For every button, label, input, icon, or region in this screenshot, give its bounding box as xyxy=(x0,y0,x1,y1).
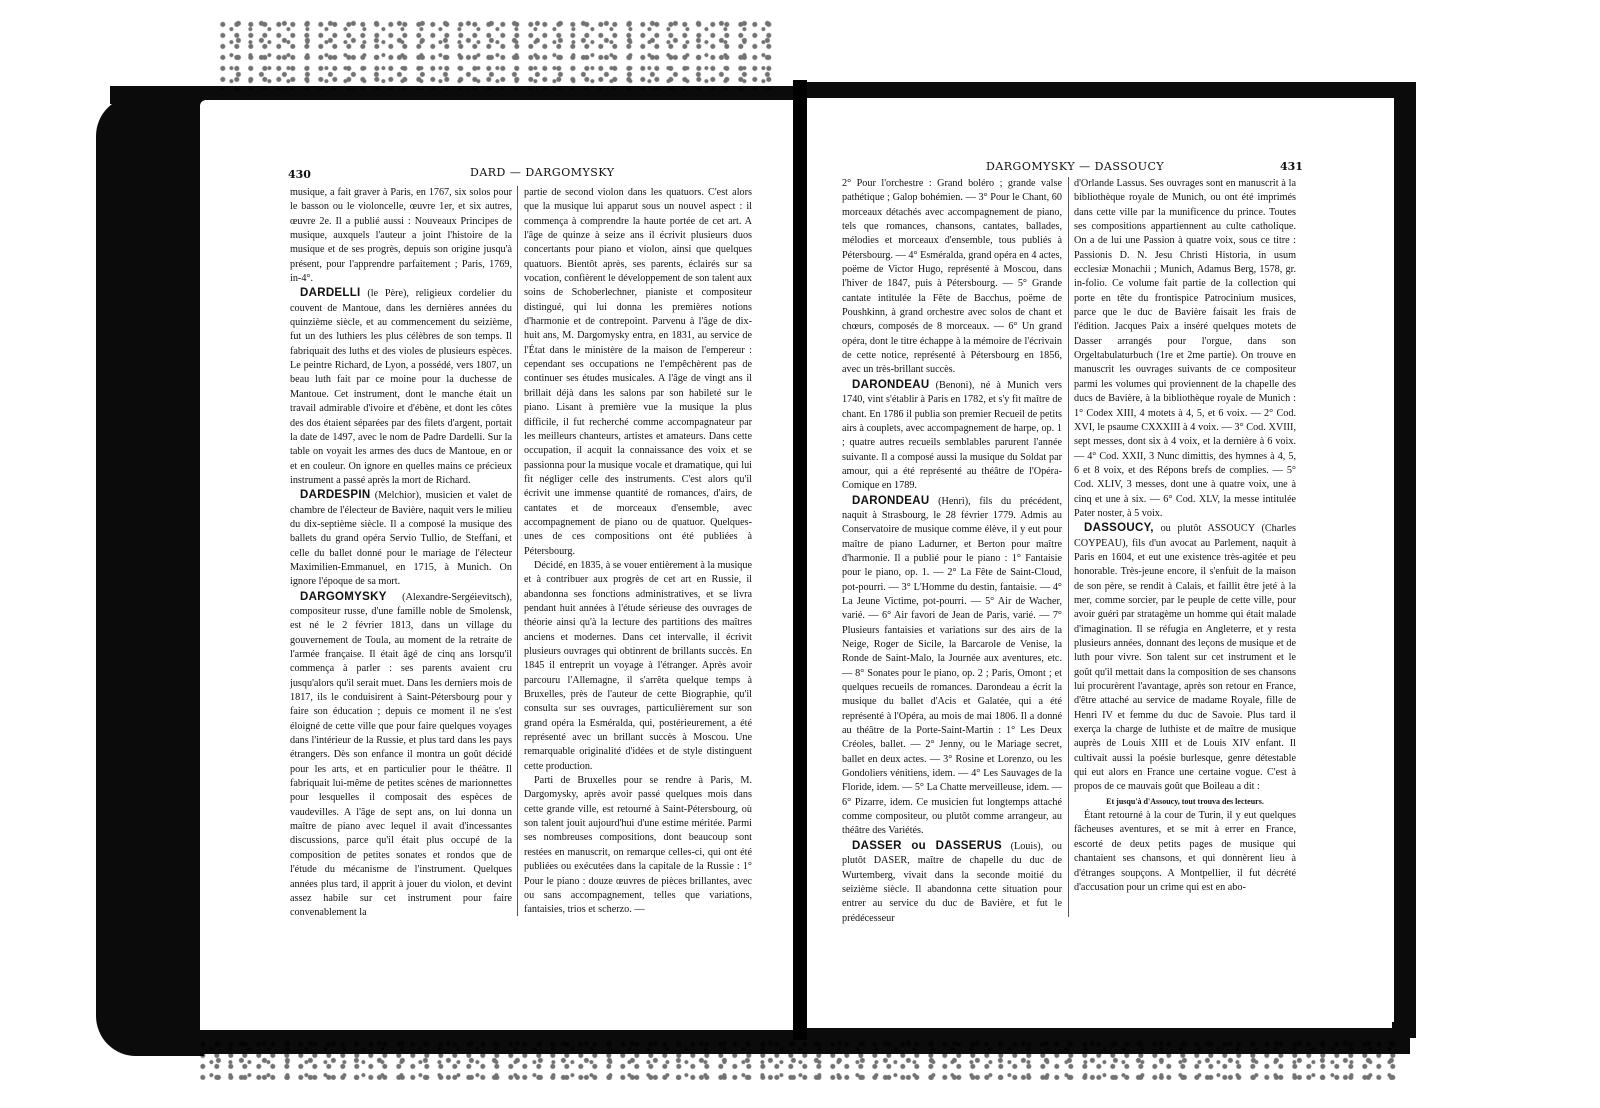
right-page-column-2 xyxy=(1074,177,1296,925)
scan-speckle-bottom xyxy=(200,1040,1400,1080)
entry-body: (Benoni), né à Munich vers 1740, vint s'établir à Paris en 1782, et s'y fit maître de chant. En 1786 il publia son premier Recueil de petits airs à couplets, avec accompagnement de harpe, op. 1 ; quatre autres recueils semblables parurent l'année suivante. Il a composé aussi la musique du Soldat par amour, qui a été représenté au théâtre de l'Opéra-Comique en 1789. xyxy=(842,379,1062,492)
entry-headword: DASSER ou DASSERUS xyxy=(852,839,1002,852)
dictionary-entry xyxy=(290,286,512,488)
continued-paragraph: d'Orlande Lassus. Ses ouvrages sont en manuscrit à la bibliothèque royale de Munich, ou ont été imprimés dans cette ville par la munificence du prince. Toutes ses compositions appartiennent au culte catholique. On a de lui une Passion à quatre voix, sous ce titre : Passionis D. N. Jesu Christi Historia, in usum ecclesiæ Monachii ; Munich, Adamus Berg, 1578, gr. in-folio. Ce volume fait partie de la collection qui porte en tête du frontispice Patrocinium musices, parce que le duc de Bavière faisait les frais de l'édition. Jacques Paix a inséré quelques motets de Dasser arrangés pour l'orgue, dans son Orgeltabulaturbuch (1re et 2me partie). On trouve en manuscrit les ouvrages suivants de ce compositeur parmi les volumes qui proviennent de la chapelle des ducs de Bavière, à la bibliothèque royale de Munich : 1° Codex XIII, 4 motets à 4, 5, et 6 voix. — 2° Cod. XVI, le psaume CXXXIII à 4 voix. — 3° Cod. XVIII, sept messes, dont six à 4 voix, et la dernière à 6 voix. — 4° Cod. XXII, 3 Nunc dimittis, des hymnes à 4, 5, 6 et 8 voix, et des Répons brefs de complies. — 5° Cod. XLIV, 3 messes, dont une à quatre voix, une à cinq et une à six. — 6° Cod. XLV, la messe intitulée Pater noster, à 5 voix. xyxy=(1074,178,1296,519)
continued-paragraph: partie de second violon dans les quatuors. C'est alors que la musique lui apparut sous un nouvel aspect : il commença à comprendre la haute portée de cet art. A l'âge de quinze à seize ans il écrivit plusieurs duos concertants pour piano et violon, ainsi que quelques quatuors. Bientôt après, ses parents, éclairés sur sa vocation, confièrent le développement de son talent aux soins de Schoberlechner, pianiste et compositeur distingué, qui lui donna les premières notions d'harmonie et de contrepoint. Parvenu à l'âge de dix-huit ans, M. Dargomysky entra, en 1831, au service de l'État dans le ministère de la maison de l'empereur : cependant ses occupations ne l'empêchèrent pas de continuer ses études musicales. A l'âge de vingt ans il brillait déjà dans les salons par son habileté sur le piano. Lisant à première vue la musique la plus difficile, il fut recherché comme accompagnateur par les meilleurs chanteurs, artistes et amateurs. Dans cette occupation, il acquit la connaissance des voix et se passionna pour la musique vocale et dramatique, qui lui fit négliger celle des instruments. C'est alors qu'il écrivit une immense quantité de romances, d'airs, de cantates et de morceaux d'ensemble, avec accompagnement de piano ou de quatuor. Quelques-unes de ces compositions ont été publiées à Pétersbourg. xyxy=(524,187,752,557)
scan-border-right xyxy=(1392,88,1416,1038)
right-running-head: DARGOMYSKY — DASSOUCY xyxy=(986,160,1165,173)
left-page-column-1 xyxy=(290,186,512,926)
entry-body: (Alexandre-Sergéievitsch), compositeur russe, d'une famille noble de Smolensk, est né le 2 février 1813, dans un village du gouvernement de Toula, au moment de la retraite de l'armée française. Il était âgé de cinq ans lorsqu'il commença à parler : ses parents avaient cru jusqu'alors qu'il serait muet. Dans les derniers mois de 1817, ils le conduisirent à Saint-Pétersbourg pour y faire son éducation ; depuis ce moment il ne s'est éloigné de cette ville que pour faire quelques voyages dans l'intérieur de la Russie, et plus tard dans les pays étrangers. Dès son enfance il montra un goût décidé pour les arts, et en particulier pour le théâtre. Il fabriquait lui-même de petites scènes de marionnettes pour lesquelles il composait des espèces de vaudevilles. A l'âge de sept ans, on lui donna un maître de piano avec lequel il avait d'incessantes discussions, parce qu'il était plus occupé de la composition de petites sonates et rondos que de l'étude du mécanisme de l'instrument. Quelques années plus tard, il apprit à jouer du violon, et devint assez habile sur cet instrument pour faire convenablement la xyxy=(290,591,512,919)
left-page-number: 430 xyxy=(288,168,311,181)
left-column-rule xyxy=(517,186,518,916)
dictionary-entry xyxy=(842,494,1062,839)
verse-quote: Et jusqu'à d'Assoucy, tout trouva des lecteurs. xyxy=(1106,796,1264,806)
continued-paragraph: 2° Pour l'orchestre : Grand boléro ; grande valse pathétique ; Galop bohémien. — 3° Pour le Chant, 60 morceaux détachés avec accompagnement de piano, tels que romances, chansons, cantates, ballades, mélodies et morceaux d'ensemble, tous publiés à Pétersbourg. — 4° Esméralda, grand opéra en 4 actes, poëme de Victor Hugo, représenté à Moscou, dans l'hiver de 1847, puis à Pétersbourg. — 5° Grande cantate intitulée la Fête de Bacchus, poëme de Poushkinn, à grand orchestre avec solos de chant et chœurs, composés de 8 morceaux. — 6° Un grand opéra, dont le titre échappe à la mémoire de l'écrivain de cette notice, représenté à Pétersbourg en 1856, avec un très-brillant succès. xyxy=(842,178,1062,376)
dictionary-entry xyxy=(842,378,1062,494)
paragraph: Décidé, en 1835, à se vouer entièrement à la musique et à contribuer aux progrès de cet art en Russie, il abandonna ses fonctions administratives, et se livra pendant huit années à l'étude sérieuse des ouvrages de théorie ainsi qu'à la lecture des partitions des maîtres anciens et modernes. Dans cet intervalle, il écrivit plusieurs ouvrages qui obtinrent de brillants succès. En 1845 il entreprit un voyage à l'étranger. Après avoir parcouru l'Allemagne, il s'arrêta quelque temps à Bruxelles, près de l'auteur de cette Biographie, qu'il consulta sur ses ouvrages, particulièrement sur son grand opéra la Esméralda, qui, postérieurement, a été représenté avec un brillant succès à Moscou. Une remarquable originalité d'idées et de style distinguent cette production. xyxy=(524,559,752,772)
scan-border-left xyxy=(96,96,204,1056)
right-page-number: 431 xyxy=(1280,160,1303,173)
entry-headword: DARDESPIN xyxy=(300,489,371,502)
left-page-column-2 xyxy=(524,186,752,926)
paragraph: Étant retourné à la cour de Turin, il y eut quelques fâcheuses aventures, et se mit à errer en France, escorté de deux petits pages de musique qui chantaient ses chansons, et qui donnèrent lieu à d'étranges soupçons. A Montpellier, il fut décrété d'accusation pour un crime qui est en abo- xyxy=(1074,810,1296,893)
entry-headword: DARGOMYSKY xyxy=(300,590,387,603)
entry-body: (Henri), fils du précédent, naquit à Strasbourg, le 28 février 1779. Admis au Conservatoire de musique comme élève, il y eut pour maître de piano Ladurner, et Berton pour maître d'harmonie. Il a publié pour le piano : 1° Fantaisie pour le piano, op. 1. — 2° La Fête de Saint-Cloud, pot-pourri. — 3° L'Homme du destin, fantaisie. — 4° La Jeune Victime, pot-pourri. — 5° Air de Wacher, varié. — 6° Air favori de Jean de Paris, varié. — 7° Plusieurs fantaisies et variations sur des airs de la Neige, Roger de Sicile, la Barcarole de Venise, la Ronde de Saint-Malo, la Journée aux aventures, etc. — 8° Sonates pour le piano, op. 2 ; Paris, Omont ; et quelques recueils de romances. Darondeau a écrit la musique du ballet d'Acis et Galatée, qui a été représenté à l'Opéra, au mois de mai 1806. Il a donné au théâtre de la Porte-Saint-Martin : 1° Les Deux Créoles, ballet. — 2° Jenny, ou le Mariage secret, ballet en deux actes. — 3° Rosine et Lorenzo, ou les Gondoliers vénitiens, idem. — 4° Les Sauvages de la Floride, idem. — 5° La Chatte merveilleuse, idem. — 6° Pizarre, idem. Ce musicien fut longtemps attaché comme compositeur, ou plutôt comme arrangeur, au théâtre des Variétés. xyxy=(842,495,1062,837)
entry-headword: DARONDEAU xyxy=(852,494,930,507)
right-column-rule xyxy=(1068,177,1069,917)
book-gutter xyxy=(793,80,807,1040)
entry-body: ou plutôt ASSOUCY (Charles COYPEAU), fils d'un avocat au Parlement, naquit à Paris en 1604, et eut une existence très-agitée et peu honorable. Très-jeune encore, il s'enfuit de la maison de son père, se rendit à Calais, et faillit être jeté à la mer, comme sorcier, par le peuple de cette ville, pour avoir guéri par stratagème un homme qui était malade d'imagination. Il se réfugia en Angleterre, et y resta plusieurs années, donnant des leçons de musique et de luth pour vivre. Son talent sur cet instrument et le goût qu'il mettait dans la composition de ses chansons lui procurèrent l'avantage, après son retour en France, d'être attaché au service de madame Royale, fille de Henri IV et femme du duc de Savoie. Plus tard il exerça la charge de luthiste et de maître de musique auprès de Louis XIII et de Louis XIV enfant. Il cultivait aussi la poésie burlesque, genre détestable qui eut alors en France une certaine vogue. C'est à propos de ce mauvais goût que Boileau a dit : xyxy=(1074,523,1296,793)
dictionary-entry xyxy=(1074,521,1296,795)
dictionary-entry xyxy=(842,839,1062,925)
entry-headword: DASSOUCY, xyxy=(1084,522,1154,535)
scan-speckle-top xyxy=(220,20,780,90)
entry-body: (Melchior), musicien et valet de chambre de l'électeur de Bavière, naquit vers le milieu du dix-septième siècle. Il a composé la musique des ballets du grand opéra Servio Tullio, de Steffani, et celle du ballet donné pour le mariage de l'électeur Maximilien-Emmanuel, en 1715, à Munich. On ignore l'époque de sa mort. xyxy=(290,490,512,588)
dictionary-entry xyxy=(290,488,512,589)
continued-paragraph: musique, a fait graver à Paris, en 1767, six solos pour le basson ou le violoncelle, œuvre 1er, et six autres, œuvre 2e. Il a publié aussi : Nouveaux Principes de musique, auxquels l'auteur a joint l'histoire de la musique et de ses progrès, depuis son origine jusqu'à présent, pour l'apprendre parfaitement ; Paris, 1769, in-4°. xyxy=(290,187,512,285)
right-page-column-1 xyxy=(842,177,1062,925)
entry-body: (le Père), religieux cordelier du couvent de Mantoue, dans les dernières années du quinzième siècle, et au commencement du seizième, fut un des luthiers les plus célèbres de son temps. Il fabriquait des luths et des violes de plusieurs espèces. Le peintre Richard, de Lyon, a possédé, vers 1807, un beau luth fait par ce moine pour la duchesse de Mantoue. Cet instrument, dont le manche était un travail admirable d'ivoire et d'ébène, et dont les côtes des dos étaient séparées par des filets d'argent, portait la date de 1497, avec le nom de Padre Dardelli. Sur la table on voyait les armes des ducs de Mantoue, en or et en couleur. On ignore en quelles mains ce précieux instrument a passé après la mort de Richard. xyxy=(290,288,512,486)
dictionary-entry xyxy=(290,590,512,921)
entry-headword: DARONDEAU xyxy=(852,378,930,391)
left-running-head: DARD — DARGOMYSKY xyxy=(470,166,615,179)
entry-headword: DARDELLI xyxy=(300,287,361,300)
entry-body: (Louis), ou plutôt DASER, maître de chapelle du duc de Wurtemberg, vivait dans la seconde moitié du seizième siècle. Il abandonna cette situation pour entrer au service du duc de Bavière, et fut le prédécesseur xyxy=(842,840,1062,924)
paragraph: Parti de Bruxelles pour se rendre à Paris, M. Dargomysky, après avoir passé quelques mois dans cette grande ville, est retourné à Saint-Pétersbourg, où son talent jouit aujourd'hui d'une estime méritée. Parmi ses nombreuses compositions, dont beaucoup sont restées en manuscrit, on remarque celles-ci, qui ont été publiées ou exécutées dans la capitale de la Russie : 1° Pour le piano : douze œuvres de pièces brillantes, avec ou sans accompagnement, telles que variations, fantaisies, trios et scherzo. — xyxy=(524,775,752,916)
